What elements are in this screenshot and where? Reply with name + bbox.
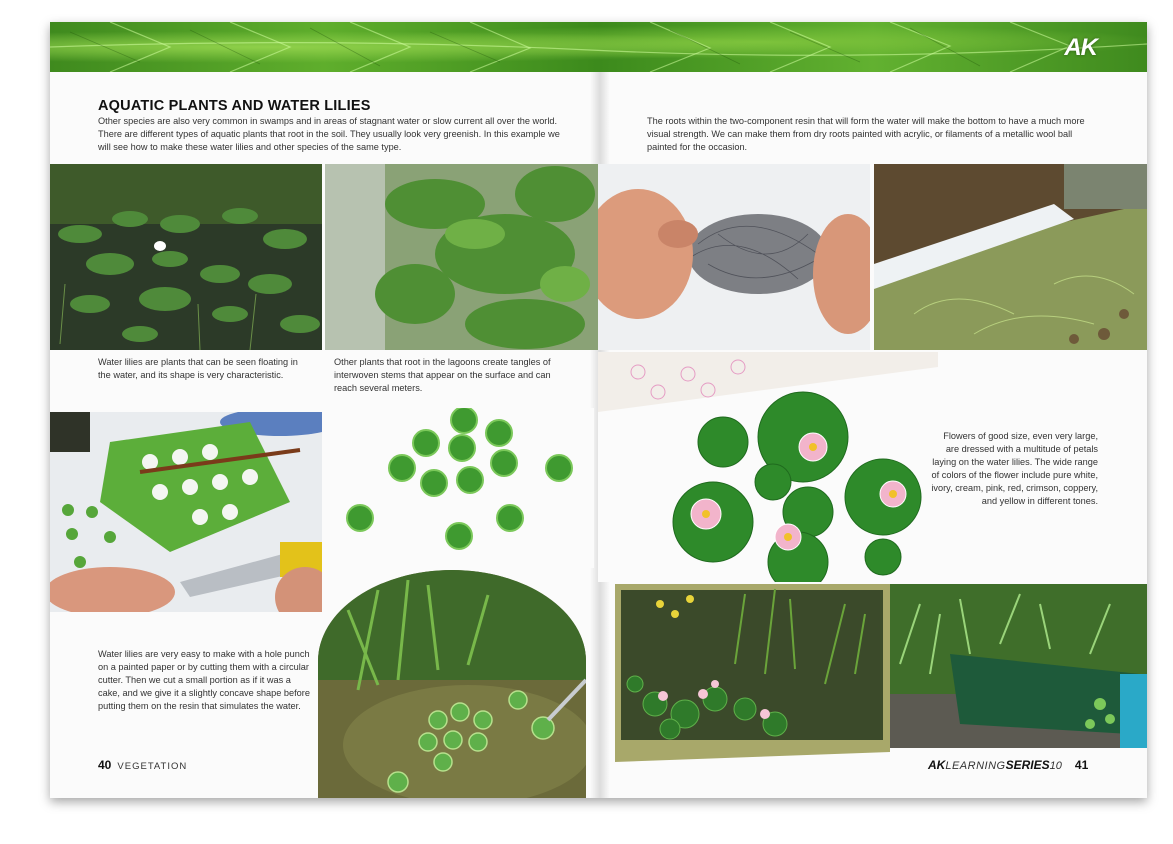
caption-plant-tangles: Other plants that root in the lagoons create tangles of interwoven stems that appear on the surface and can reach several meters. — [334, 357, 551, 393]
left-folio — [98, 758, 187, 772]
photo-pond-edge-plants — [890, 584, 1147, 748]
caption-hole-punch: Water lilies are very easy to make with a hole punch on a painted paper or by cutting them with a circular cutter. Then we cut a small portion as if it was a cake, and we give it a slightly concave shape before putting them on the resin that simulates the water. — [98, 649, 310, 711]
photo-aquatic-plant-tangles — [325, 164, 598, 350]
photo-resin-water-roots — [874, 164, 1147, 350]
section-name: VEGETATION — [117, 761, 188, 772]
right-page-number: 41 — [1074, 758, 1089, 772]
magazine-spread — [50, 22, 1147, 798]
ak-logo: AK — [1064, 34, 1097, 61]
photo-metallic-wool — [598, 164, 870, 350]
photo-flowering-lily-pads — [598, 352, 938, 582]
roots-paragraph: The roots within the two-component resin that will form the water will make the bottom to have a much more visual strength. We can make them from dry roots painted with acrylic, or filaments of a metallic wool ball painted for the occasion. — [647, 116, 1085, 152]
photo-water-lilies-pond — [50, 164, 322, 350]
flowers-paragraph: Flowers of good size, even very large, are dressed with a multitude of petals laying on the water lilies. The wide range of colors of the flower include pure white, ivory, cream, pink, red, crimson, coppery, and yellow in different tones. — [931, 431, 1098, 506]
series-suffix: SERIES — [1005, 758, 1050, 772]
caption-water-lilies: Water lilies are plants that can be seen floating in the water, and its shape is very characteristic. — [98, 357, 298, 380]
left-page-number: 40 — [98, 758, 112, 772]
leaf-vein-pattern — [50, 22, 1147, 72]
series-prefix: AK — [928, 758, 946, 772]
intro-paragraph: Other species are also very common in swamps and in areas of stagnant water or slow current all over the world. There are different types of aquatic plants that root in the soil. They usually look very greenish. In this example we will see how to make these water lilies and other species of the same type. — [98, 116, 560, 152]
series-number: 10 — [1049, 760, 1062, 772]
section-heading: AQUATIC PLANTS AND WATER LILIES — [98, 98, 371, 114]
photo-cutting-lily-pads — [50, 412, 322, 612]
leaf-banner — [50, 22, 1147, 72]
series-mid: LEARNING — [945, 760, 1006, 772]
photo-lilies-on-resin-diorama — [318, 570, 586, 798]
right-folio — [928, 758, 1088, 772]
photo-pond-diorama — [615, 584, 890, 764]
photo-lily-pads-cutouts — [334, 408, 594, 568]
